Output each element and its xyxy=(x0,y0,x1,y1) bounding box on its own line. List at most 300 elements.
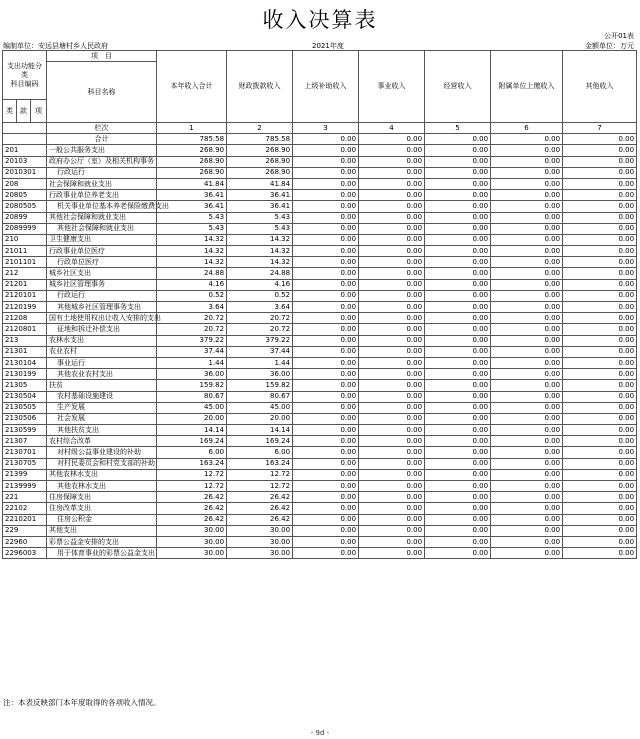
amount-cell: 0.00 xyxy=(563,357,637,368)
amount-cell: 0.00 xyxy=(563,234,637,245)
table-row xyxy=(3,201,637,212)
table-row xyxy=(3,302,637,313)
amount-cell: 0.00 xyxy=(293,246,359,257)
amount-cell: 163.24 xyxy=(157,458,227,469)
subject-name: 一般公共服务支出 xyxy=(47,145,157,156)
table-row xyxy=(3,436,637,447)
amount-cell: 0.00 xyxy=(491,156,563,167)
amount-cell: 0.00 xyxy=(293,357,359,368)
amount-cell: 0.00 xyxy=(491,246,563,257)
amount-cell: 0.00 xyxy=(293,458,359,469)
amount-cell: 0.00 xyxy=(563,156,637,167)
subject-name: 其他农业农村支出 xyxy=(47,369,157,380)
amount-cell: 30.00 xyxy=(227,525,293,536)
total-value: 785.58 xyxy=(157,134,227,145)
subject-name: 其他扶贫支出 xyxy=(47,425,157,436)
subject-name: 其他支出 xyxy=(47,525,157,536)
amount-cell: 14.32 xyxy=(157,246,227,257)
amount-cell: 0.00 xyxy=(491,324,563,335)
table-row xyxy=(3,380,637,391)
total-value: 0.00 xyxy=(563,134,637,145)
amount-cell: 0.00 xyxy=(563,335,637,346)
amount-cell: 0.00 xyxy=(293,313,359,324)
amount-cell: 0.00 xyxy=(359,369,425,380)
amount-cell: 0.00 xyxy=(359,469,425,480)
subject-name: 其他农林水支出 xyxy=(47,481,157,492)
amount-cell: 0.00 xyxy=(563,436,637,447)
amount-cell: 0.00 xyxy=(359,279,425,290)
table-row xyxy=(3,279,637,290)
amount-cell: 20.72 xyxy=(157,324,227,335)
subject-name: 农村综合改革 xyxy=(47,436,157,447)
amount-cell: 0.00 xyxy=(359,503,425,514)
amount-cell: 0.00 xyxy=(425,447,491,458)
amount-cell: 0.00 xyxy=(563,346,637,357)
amount-cell: 0.00 xyxy=(293,201,359,212)
header-col-2: 财政拨款收入 xyxy=(227,51,293,123)
amount-cell: 0.00 xyxy=(491,357,563,368)
subject-code: 208 xyxy=(3,178,47,189)
subject-name: 扶贫 xyxy=(47,380,157,391)
amount-cell: 0.52 xyxy=(157,290,227,301)
amount-cell: 0.00 xyxy=(425,145,491,156)
amount-cell: 0.00 xyxy=(359,290,425,301)
amount-cell: 12.72 xyxy=(157,469,227,480)
amount-cell: 0.00 xyxy=(293,536,359,547)
amount-cell: 45.00 xyxy=(227,402,293,413)
table-row xyxy=(3,536,637,547)
subject-code: 210 xyxy=(3,234,47,245)
amount-cell: 0.00 xyxy=(293,212,359,223)
amount-cell: 0.00 xyxy=(425,458,491,469)
table-row xyxy=(3,503,637,514)
table-row xyxy=(3,335,637,346)
amount-cell: 0.00 xyxy=(425,391,491,402)
subject-code: 2130199 xyxy=(3,369,47,380)
amount-cell: 0.00 xyxy=(491,313,563,324)
amount-cell: 0.00 xyxy=(359,402,425,413)
amount-cell: 80.67 xyxy=(227,391,293,402)
subject-code: 21011 xyxy=(3,246,47,257)
amount-cell: 0.00 xyxy=(563,369,637,380)
subject-code: 2210201 xyxy=(3,514,47,525)
subject-code: 2130506 xyxy=(3,413,47,424)
amount-cell: 5.43 xyxy=(157,223,227,234)
subject-name: 农业农村 xyxy=(47,346,157,357)
amount-cell: 268.90 xyxy=(157,145,227,156)
amount-cell: 0.00 xyxy=(563,324,637,335)
amount-cell: 0.00 xyxy=(491,402,563,413)
table-row xyxy=(3,413,637,424)
table-row xyxy=(3,481,637,492)
header-column-number-label: 栏次 xyxy=(47,123,157,134)
amount-cell: 0.00 xyxy=(491,536,563,547)
amount-cell: 0.00 xyxy=(491,469,563,480)
header-col-4: 事业收入 xyxy=(359,51,425,123)
amount-cell: 0.00 xyxy=(491,503,563,514)
total-value: 0.00 xyxy=(359,134,425,145)
total-row xyxy=(3,134,637,145)
amount-cell: 0.00 xyxy=(425,178,491,189)
amount-cell: 0.00 xyxy=(359,234,425,245)
amount-cell: 0.00 xyxy=(425,380,491,391)
amount-cell: 0.00 xyxy=(563,190,637,201)
subject-code: 2130701 xyxy=(3,447,47,458)
amount-cell: 14.14 xyxy=(157,425,227,436)
amount-cell: 3.64 xyxy=(157,302,227,313)
amount-cell: 0.00 xyxy=(359,324,425,335)
header-code-group: 支出功能分类 科目编码 xyxy=(3,51,47,100)
amount-cell: 0.00 xyxy=(563,525,637,536)
table-row xyxy=(3,548,637,559)
table-row xyxy=(3,469,637,480)
amount-cell: 169.24 xyxy=(227,436,293,447)
amount-cell: 0.00 xyxy=(425,234,491,245)
amount-cell: 0.00 xyxy=(359,156,425,167)
amount-cell: 0.00 xyxy=(293,514,359,525)
table-row xyxy=(3,145,637,156)
amount-cell: 0.00 xyxy=(293,469,359,480)
total-label: 合计 xyxy=(47,134,157,145)
amount-cell: 0.00 xyxy=(293,391,359,402)
table-row xyxy=(3,234,637,245)
amount-cell: 0.00 xyxy=(359,268,425,279)
amount-cell: 0.00 xyxy=(293,145,359,156)
report-title: 收入决算表 xyxy=(262,8,378,32)
subject-name: 行政运行 xyxy=(47,167,157,178)
form-code: 公开01表 xyxy=(604,32,634,40)
amount-cell: 30.00 xyxy=(227,548,293,559)
subject-code: 212 xyxy=(3,268,47,279)
amount-cell: 0.00 xyxy=(293,290,359,301)
amount-cell: 0.00 xyxy=(491,514,563,525)
amount-cell: 20.00 xyxy=(157,413,227,424)
amount-cell: 20.72 xyxy=(227,313,293,324)
amount-cell: 30.00 xyxy=(157,536,227,547)
amount-cell: 268.90 xyxy=(227,145,293,156)
subject-name: 国有土地使用权出让收入安排的支出 xyxy=(47,313,157,324)
subject-code: 21208 xyxy=(3,313,47,324)
amount-cell: 4.16 xyxy=(227,279,293,290)
amount-cell: 379.22 xyxy=(227,335,293,346)
amount-cell: 0.00 xyxy=(293,503,359,514)
subject-name: 彩票公益金安排的支出 xyxy=(47,536,157,547)
subject-code: 2130104 xyxy=(3,357,47,368)
amount-cell: 0.00 xyxy=(359,223,425,234)
amount-cell: 0.00 xyxy=(491,279,563,290)
subject-name: 事业运行 xyxy=(47,357,157,368)
table-row xyxy=(3,492,637,503)
header-lei: 类 xyxy=(3,100,17,123)
amount-cell: 0.00 xyxy=(491,234,563,245)
amount-cell: 0.00 xyxy=(491,391,563,402)
subject-name: 城乡社区支出 xyxy=(47,268,157,279)
amount-cell: 0.00 xyxy=(359,257,425,268)
amount-cell: 0.00 xyxy=(293,492,359,503)
table-row xyxy=(3,458,637,469)
subject-name: 其他农林水支出 xyxy=(47,469,157,480)
subject-name: 行政单位医疗 xyxy=(47,257,157,268)
amount-cell: 0.00 xyxy=(563,514,637,525)
amount-cell: 0.00 xyxy=(563,178,637,189)
amount-cell: 0.00 xyxy=(425,302,491,313)
amount-cell: 0.00 xyxy=(425,346,491,357)
amount-cell: 0.00 xyxy=(293,167,359,178)
table-row xyxy=(3,313,637,324)
amount-cell: 41.84 xyxy=(227,178,293,189)
amount-cell: 36.41 xyxy=(157,201,227,212)
subject-name: 其他城乡社区管理事务支出 xyxy=(47,302,157,313)
amount-cell: 6.00 xyxy=(157,447,227,458)
amount-cell: 0.00 xyxy=(491,268,563,279)
amount-cell: 0.00 xyxy=(491,346,563,357)
amount-cell: 0.00 xyxy=(359,391,425,402)
subject-code: 22102 xyxy=(3,503,47,514)
subject-code: 2130504 xyxy=(3,391,47,402)
amount-cell: 0.00 xyxy=(359,458,425,469)
amount-cell: 0.00 xyxy=(359,525,425,536)
amount-cell: 0.00 xyxy=(491,481,563,492)
amount-cell: 0.00 xyxy=(491,335,563,346)
amount-cell: 0.00 xyxy=(425,503,491,514)
table-row xyxy=(3,357,637,368)
amount-cell: 0.00 xyxy=(491,223,563,234)
amount-cell: 0.00 xyxy=(293,402,359,413)
amount-cell: 37.44 xyxy=(227,346,293,357)
amount-cell: 0.00 xyxy=(293,268,359,279)
page-number: - 9d - xyxy=(310,729,330,737)
subject-code: 21301 xyxy=(3,346,47,357)
subject-name: 行政事业单位养老支出 xyxy=(47,190,157,201)
amount-cell: 0.00 xyxy=(293,425,359,436)
header-col-5: 经营收入 xyxy=(425,51,491,123)
amount-cell: 0.00 xyxy=(359,536,425,547)
amount-cell: 0.00 xyxy=(563,481,637,492)
amount-cell: 36.41 xyxy=(157,190,227,201)
amount-cell: 0.00 xyxy=(425,413,491,424)
amount-cell: 0.00 xyxy=(425,190,491,201)
amount-cell: 0.00 xyxy=(563,313,637,324)
table-row xyxy=(3,167,637,178)
header-col-7: 其他收入 xyxy=(563,51,637,123)
amount-cell: 0.00 xyxy=(425,313,491,324)
amount-cell: 0.00 xyxy=(359,190,425,201)
amount-cell: 0.00 xyxy=(359,425,425,436)
amount-cell: 0.00 xyxy=(491,290,563,301)
header-kuan: 款 xyxy=(17,100,31,123)
amount-cell: 0.00 xyxy=(425,223,491,234)
amount-cell: 268.90 xyxy=(227,167,293,178)
amount-cell: 20.00 xyxy=(227,413,293,424)
total-value: 0.00 xyxy=(491,134,563,145)
amount-cell: 0.00 xyxy=(491,413,563,424)
amount-cell: 0.00 xyxy=(563,302,637,313)
amount-cell: 0.00 xyxy=(359,481,425,492)
amount-cell: 80.67 xyxy=(157,391,227,402)
subject-name: 其他社会保障和就业支出 xyxy=(47,212,157,223)
amount-cell: 0.00 xyxy=(563,391,637,402)
amount-cell: 12.72 xyxy=(227,481,293,492)
amount-cell: 0.00 xyxy=(293,190,359,201)
subject-name: 对村级公益事业建设的补助 xyxy=(47,447,157,458)
amount-cell: 0.00 xyxy=(425,481,491,492)
amount-cell: 0.00 xyxy=(359,357,425,368)
table-row xyxy=(3,324,637,335)
amount-cell: 0.00 xyxy=(359,212,425,223)
amount-cell: 0.00 xyxy=(425,402,491,413)
subject-code: 20103 xyxy=(3,156,47,167)
amount-cell: 0.00 xyxy=(491,492,563,503)
amount-cell: 0.00 xyxy=(293,234,359,245)
table-row xyxy=(3,246,637,257)
table-row xyxy=(3,525,637,536)
amount-cell: 163.24 xyxy=(227,458,293,469)
amount-cell: 0.00 xyxy=(293,369,359,380)
amount-cell: 0.00 xyxy=(359,413,425,424)
amount-cell: 0.00 xyxy=(293,447,359,458)
amount-cell: 0.00 xyxy=(491,201,563,212)
amount-cell: 20.72 xyxy=(227,324,293,335)
amount-cell: 0.00 xyxy=(563,290,637,301)
amount-cell: 0.00 xyxy=(425,536,491,547)
table-row xyxy=(3,178,637,189)
amount-cell: 0.00 xyxy=(491,369,563,380)
amount-cell: 0.00 xyxy=(425,201,491,212)
amount-cell: 268.90 xyxy=(157,167,227,178)
subject-code: 201 xyxy=(3,145,47,156)
amount-cell: 0.00 xyxy=(293,178,359,189)
subject-code: 229 xyxy=(3,525,47,536)
header-item-group: 项 目 xyxy=(47,51,157,62)
amount-cell: 0.00 xyxy=(563,380,637,391)
amount-cell: 0.00 xyxy=(563,167,637,178)
amount-cell: 0.00 xyxy=(293,481,359,492)
amount-cell: 0.52 xyxy=(227,290,293,301)
amount-cell: 36.00 xyxy=(157,369,227,380)
amount-cell: 0.00 xyxy=(491,302,563,313)
amount-cell: 0.00 xyxy=(359,346,425,357)
amount-cell: 36.41 xyxy=(227,190,293,201)
amount-cell: 0.00 xyxy=(359,436,425,447)
amount-cell: 0.00 xyxy=(359,548,425,559)
amount-cell: 0.00 xyxy=(293,413,359,424)
amount-cell: 0.00 xyxy=(293,156,359,167)
amount-cell: 0.00 xyxy=(293,436,359,447)
amount-cell: 0.00 xyxy=(563,279,637,290)
amount-unit: 金额单位：万元 xyxy=(585,42,634,50)
amount-cell: 0.00 xyxy=(425,246,491,257)
subject-code: 2120199 xyxy=(3,302,47,313)
amount-cell: 36.41 xyxy=(227,201,293,212)
subject-code: 221 xyxy=(3,492,47,503)
total-value: 0.00 xyxy=(425,134,491,145)
amount-cell: 0.00 xyxy=(425,268,491,279)
subject-name: 行政运行 xyxy=(47,290,157,301)
amount-cell: 0.00 xyxy=(491,548,563,559)
header-col-6: 附属单位上缴收入 xyxy=(491,51,563,123)
column-index: 2 xyxy=(227,123,293,134)
subject-name: 机关事业单位基本养老保险缴费支出 xyxy=(47,201,157,212)
header-col-1: 本年收入合计 xyxy=(157,51,227,123)
amount-cell: 26.42 xyxy=(157,503,227,514)
amount-cell: 0.00 xyxy=(359,492,425,503)
subject-code: 2080505 xyxy=(3,201,47,212)
subject-name: 农林水支出 xyxy=(47,335,157,346)
amount-cell: 0.00 xyxy=(563,425,637,436)
amount-cell: 0.00 xyxy=(359,380,425,391)
amount-cell: 0.00 xyxy=(425,369,491,380)
amount-cell: 3.64 xyxy=(227,302,293,313)
amount-cell: 1.44 xyxy=(157,357,227,368)
amount-cell: 0.00 xyxy=(563,469,637,480)
amount-cell: 0.00 xyxy=(293,335,359,346)
report-year: 2021年度 xyxy=(312,42,344,50)
subject-name: 行政事业单位医疗 xyxy=(47,246,157,257)
amount-cell: 0.00 xyxy=(425,548,491,559)
amount-cell: 0.00 xyxy=(425,167,491,178)
table-row xyxy=(3,156,637,167)
amount-cell: 0.00 xyxy=(293,548,359,559)
subject-code: 21305 xyxy=(3,380,47,391)
amount-cell: 0.00 xyxy=(491,525,563,536)
amount-cell: 0.00 xyxy=(293,302,359,313)
amount-cell: 0.00 xyxy=(563,548,637,559)
subject-name: 住房公积金 xyxy=(47,514,157,525)
amount-cell: 24.88 xyxy=(157,268,227,279)
amount-cell: 0.00 xyxy=(425,469,491,480)
table-row xyxy=(3,402,637,413)
amount-cell: 20.72 xyxy=(157,313,227,324)
amount-cell: 159.82 xyxy=(157,380,227,391)
subject-name: 城乡社区管理事务 xyxy=(47,279,157,290)
table-row xyxy=(3,514,637,525)
subject-code: 213 xyxy=(3,335,47,346)
amount-cell: 0.00 xyxy=(563,145,637,156)
amount-cell: 0.00 xyxy=(491,257,563,268)
table-row xyxy=(3,425,637,436)
amount-cell: 5.43 xyxy=(157,212,227,223)
subject-code: 2010301 xyxy=(3,167,47,178)
amount-cell: 0.00 xyxy=(293,346,359,357)
table-row xyxy=(3,447,637,458)
amount-cell: 0.00 xyxy=(359,145,425,156)
amount-cell: 24.88 xyxy=(227,268,293,279)
subject-name: 征地和拆迁补偿支出 xyxy=(47,324,157,335)
amount-cell: 0.00 xyxy=(293,380,359,391)
amount-cell: 0.00 xyxy=(359,302,425,313)
subject-code: 20805 xyxy=(3,190,47,201)
amount-cell: 159.82 xyxy=(227,380,293,391)
amount-cell: 0.00 xyxy=(491,447,563,458)
subject-code: 2120101 xyxy=(3,290,47,301)
amount-cell: 0.00 xyxy=(563,212,637,223)
total-value: 785.58 xyxy=(227,134,293,145)
amount-cell: 0.00 xyxy=(563,223,637,234)
subject-name: 住房改革支出 xyxy=(47,503,157,514)
amount-cell: 0.00 xyxy=(359,447,425,458)
amount-cell: 26.42 xyxy=(157,492,227,503)
amount-cell: 0.00 xyxy=(425,290,491,301)
amount-cell: 37.44 xyxy=(157,346,227,357)
amount-cell: 169.24 xyxy=(157,436,227,447)
amount-cell: 12.72 xyxy=(227,469,293,480)
amount-cell: 0.00 xyxy=(425,335,491,346)
amount-cell: 0.00 xyxy=(563,447,637,458)
amount-cell: 6.00 xyxy=(227,447,293,458)
income-final-accounts-table xyxy=(2,50,637,559)
amount-cell: 0.00 xyxy=(359,335,425,346)
total-value: 0.00 xyxy=(293,134,359,145)
